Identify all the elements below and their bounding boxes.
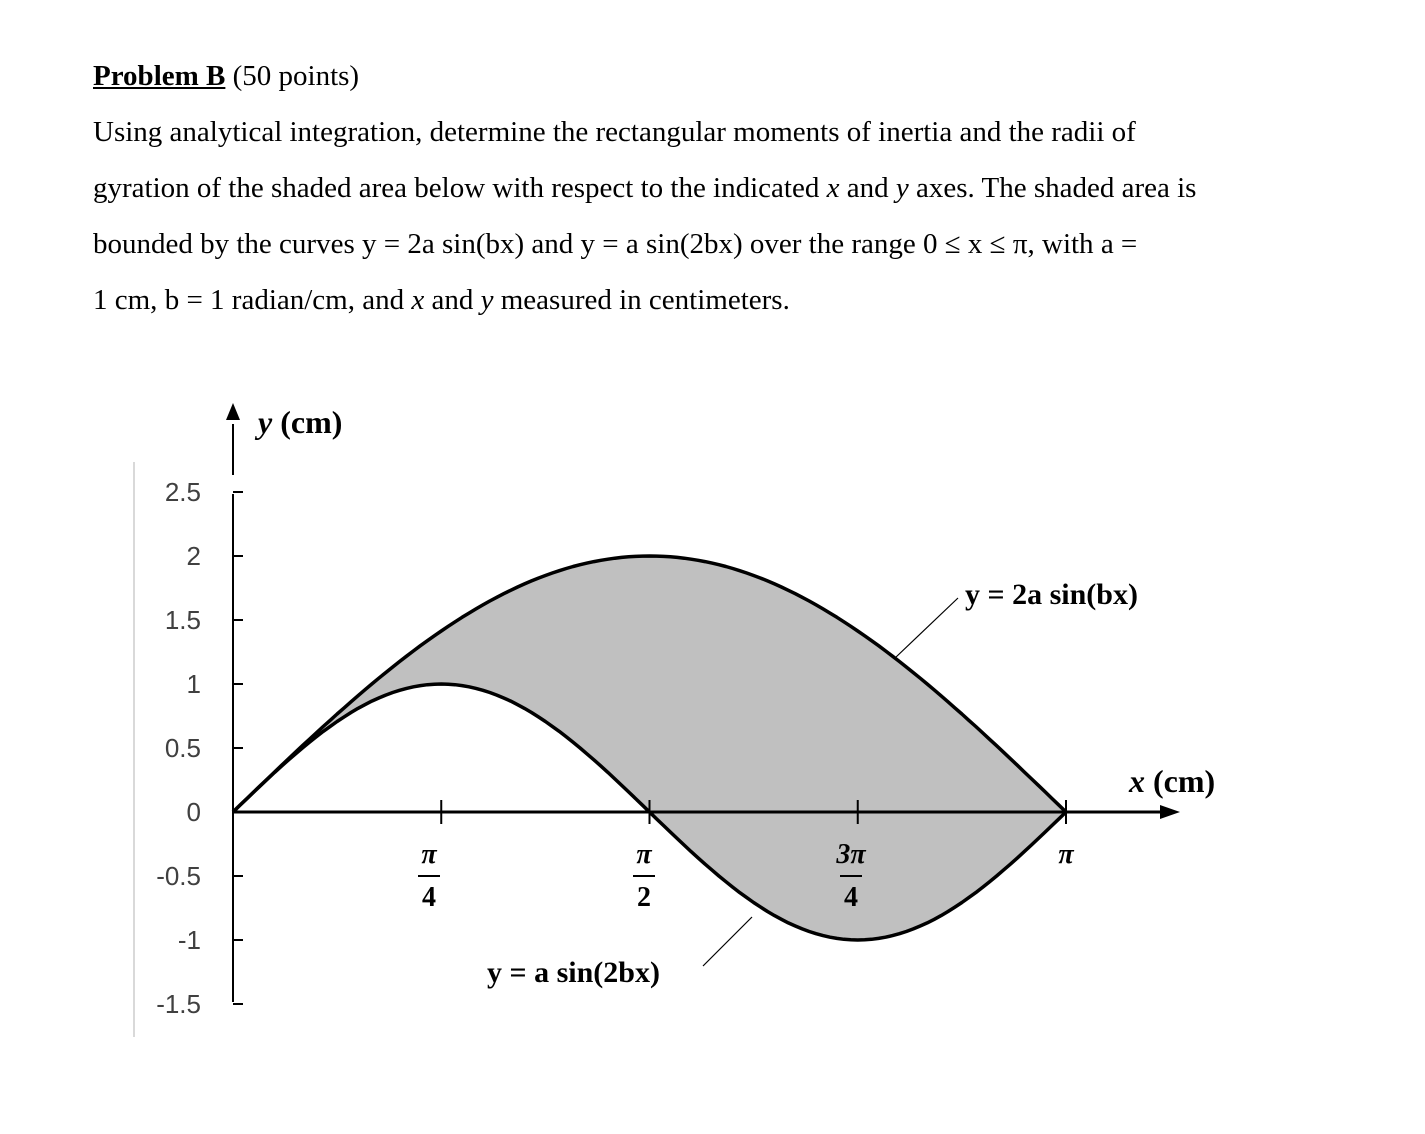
y-tick-label: 2.5 (164, 477, 201, 507)
var-y: y (895, 172, 909, 204)
problem-line-3a: bounded by the curves (93, 228, 362, 260)
and-word: and (839, 172, 896, 204)
x-tick-numerator: π (636, 839, 652, 870)
problem-line-4c: measured in centimeters. (493, 284, 790, 316)
curve2-expression: y = a sin(2bx) (580, 228, 743, 260)
problem-line-2b: axes. The shaded area is (908, 172, 1197, 204)
curve1-label: y = 2a sin(bx) (965, 578, 1138, 611)
problem-line-4a: 1 cm, (93, 284, 165, 316)
y-tick-label: 0.5 (164, 733, 201, 763)
problem-line-2a: gyration of the shaded area below with respect to the indicated (93, 172, 827, 204)
curve2-label: y = a sin(2bx) (487, 956, 660, 989)
y-tick-label: -1 (177, 925, 201, 955)
a-expression: a = (1100, 228, 1138, 260)
y-tick-label: 1.5 (164, 605, 201, 635)
y-axis-title-var: y (258, 404, 273, 440)
problem-line-3c: over the range (742, 228, 924, 260)
x-tick-denominator: 4 (844, 882, 858, 913)
y-tick-label: 1 (186, 669, 201, 699)
y-tick-label: -0.5 (156, 861, 201, 891)
problem-line-4b: , and (347, 284, 412, 316)
x-tick-denominator: 4 (422, 882, 436, 913)
var-y-2: y (480, 284, 494, 316)
x-axis-title-var: x (1129, 763, 1145, 799)
y-axis (156, 403, 243, 1019)
x-axis-title-unit: (cm) (1145, 763, 1216, 799)
problem-line-3d: , with (1027, 228, 1101, 260)
var-x: x (826, 172, 840, 204)
y-tick-label: -1.5 (156, 989, 201, 1019)
y-axis-title (254, 404, 342, 440)
var-x-2: x (411, 284, 425, 316)
problem-line-1-text: Using analytical integration, determine the rectangular moments of inertia and the radii of (93, 116, 1136, 148)
and-word-2: and (424, 284, 481, 316)
problem-line-3b: and (524, 228, 581, 260)
x-tick-numerator: 3π (836, 839, 866, 870)
y-axis-arrowhead (226, 403, 240, 420)
y-axis-title-unit: (cm) (272, 404, 343, 440)
y-tick-label: 2 (186, 541, 201, 571)
problem-title: Problem B (93, 60, 226, 92)
curve1-leader-line (895, 598, 958, 658)
b-expression: b = 1 radian/cm (164, 284, 348, 316)
x-tick-denominator: 2 (637, 882, 651, 913)
range-expression: 0 ≤ x ≤ π (923, 228, 1028, 260)
x-tick-numerator: π (1058, 839, 1074, 870)
curve1-expression: y = 2a sin(bx) (362, 228, 525, 260)
curve2-leader-line (703, 917, 752, 966)
y-tick-label: 0 (186, 797, 201, 827)
x-tick-numerator: π (421, 839, 437, 870)
x-axis-title (1128, 763, 1215, 799)
problem-points: (50 points) (232, 60, 360, 92)
x-axis-arrowhead (1160, 805, 1180, 819)
